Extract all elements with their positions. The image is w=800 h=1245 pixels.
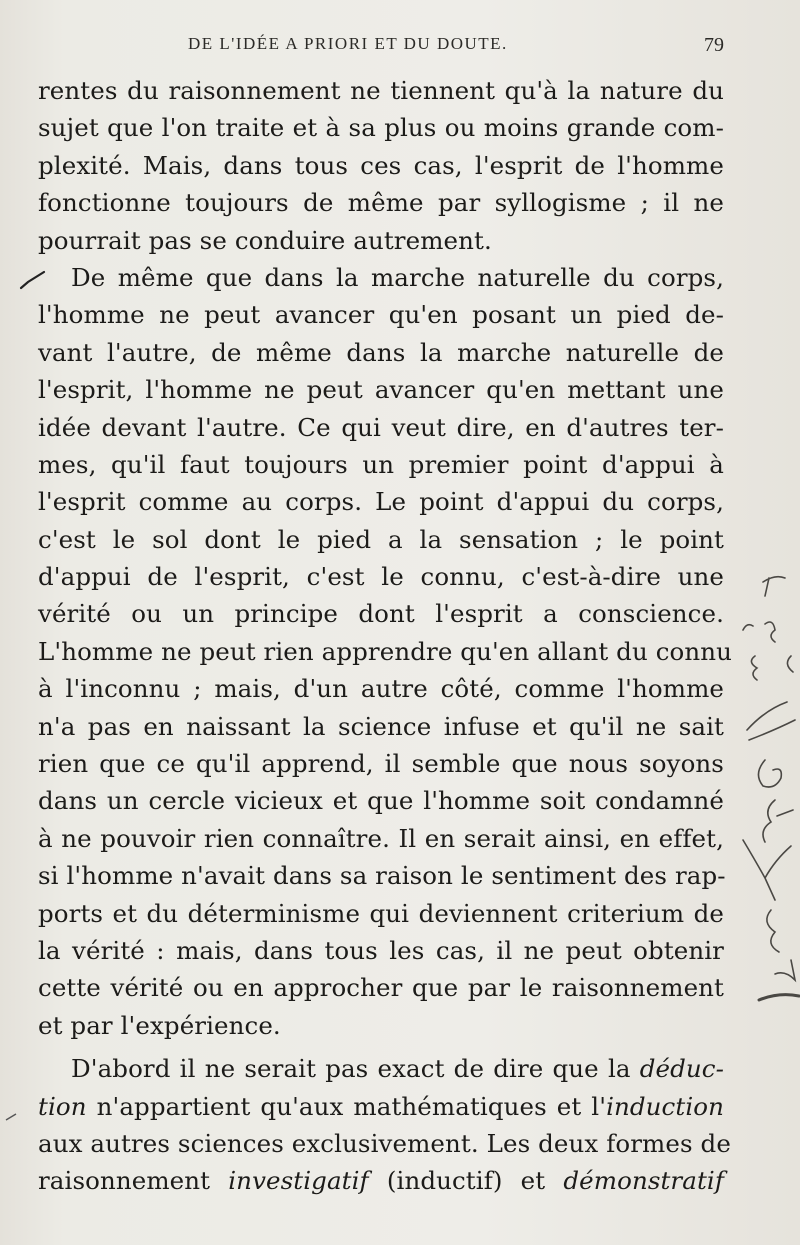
italic-run: induction: [606, 1091, 724, 1121]
text-line: dans un cercle vicieux et que l'homme soit condamné: [38, 786, 724, 816]
page-number: 79: [704, 34, 724, 56]
text-line: mes, qu'il faut toujours un premier point d'appui à: [38, 449, 724, 479]
text-line: c'est le sol dont le pied a la sensation ; le point: [38, 524, 724, 554]
text-line: d'appui de l'esprit, c'est le connu, c'est-à-dire une: [38, 562, 724, 592]
italic-run: investigatif: [228, 1166, 369, 1196]
text-run: n'appartient qu'aux mathématiques et l': [86, 1091, 607, 1121]
text-line: plexité. Mais, dans tous ces cas, l'esprit de l'homme: [38, 150, 724, 180]
page-header: [38, 34, 724, 58]
text-line: fonctionne toujours de même par syllogisme ; il ne: [38, 188, 724, 218]
text-line: pourrait pas se conduire autrement.: [38, 225, 492, 255]
text-line: [38, 1162, 724, 1199]
text-line: rentes du raisonnement ne tiennent qu'à la nature du: [38, 76, 724, 105]
text-line: vérité ou un principe dont l'esprit a conscience.: [38, 599, 724, 629]
text-line: [38, 1050, 724, 1087]
italic-run: déduc-: [639, 1054, 724, 1084]
text-line: et par l'expérience.: [38, 1010, 281, 1040]
text-line: l'esprit comme au corps. Le point d'appui du corps,: [38, 487, 724, 517]
body-text: [38, 72, 733, 1200]
running-head: DE L'IDÉE A PRIORI ET DU DOUTE.: [188, 34, 508, 53]
text-line: cette vérité ou en approcher que par le raisonnement: [38, 973, 724, 1003]
italic-run: démonstratif: [563, 1166, 725, 1196]
text-run: raisonnement: [38, 1166, 229, 1196]
text-line: idée devant l'autre. Ce qui veut dire, en d'autres ter-: [38, 412, 724, 442]
text-line: l'homme ne peut avancer qu'en posant un pied de-: [38, 300, 724, 330]
text-line: ports et du déterminisme qui deviennent criterium de: [38, 898, 724, 928]
text-line: à l'inconnu ; mais, d'un autre côté, comme l'homme: [38, 674, 724, 704]
text-line: la vérité : mais, dans tous les cas, il ne peut obtenir: [38, 935, 724, 965]
text-line: rien que ce qu'il apprend, il semble que nous soyons: [38, 749, 724, 779]
text-line: n'a pas en naissant la science infuse et qu'il ne sait: [38, 711, 724, 741]
text-run: (inductif) et: [368, 1166, 564, 1196]
text-line: aux autres sciences exclusivement. Les deux formes de: [38, 1128, 731, 1158]
text-line: [38, 1088, 724, 1125]
text-line: sujet que l'on traite et à sa plus ou moins grande com-: [38, 113, 724, 143]
handwritten-margin-notes: [735, 560, 800, 1030]
text-line: l'esprit, l'homme ne peut avancer qu'en mettant une: [38, 375, 724, 405]
text-line: L'homme ne peut rien apprendre qu'en allant du connu: [38, 636, 733, 666]
text-line: si l'homme n'avait dans sa raison le sentiment des rap-: [38, 861, 726, 891]
italic-run: tion: [38, 1091, 87, 1121]
text-line: vant l'autre, de même dans la marche naturelle de: [38, 337, 724, 367]
text-line: à ne pouvoir rien connaître. Il en serait ainsi, en effet,: [38, 823, 724, 853]
pencil-tick-mark: [4, 1110, 20, 1124]
text-run: D'abord il ne serait pas exact de dire que la: [71, 1054, 640, 1084]
text-line: De même que dans la marche naturelle du corps,: [71, 262, 724, 292]
